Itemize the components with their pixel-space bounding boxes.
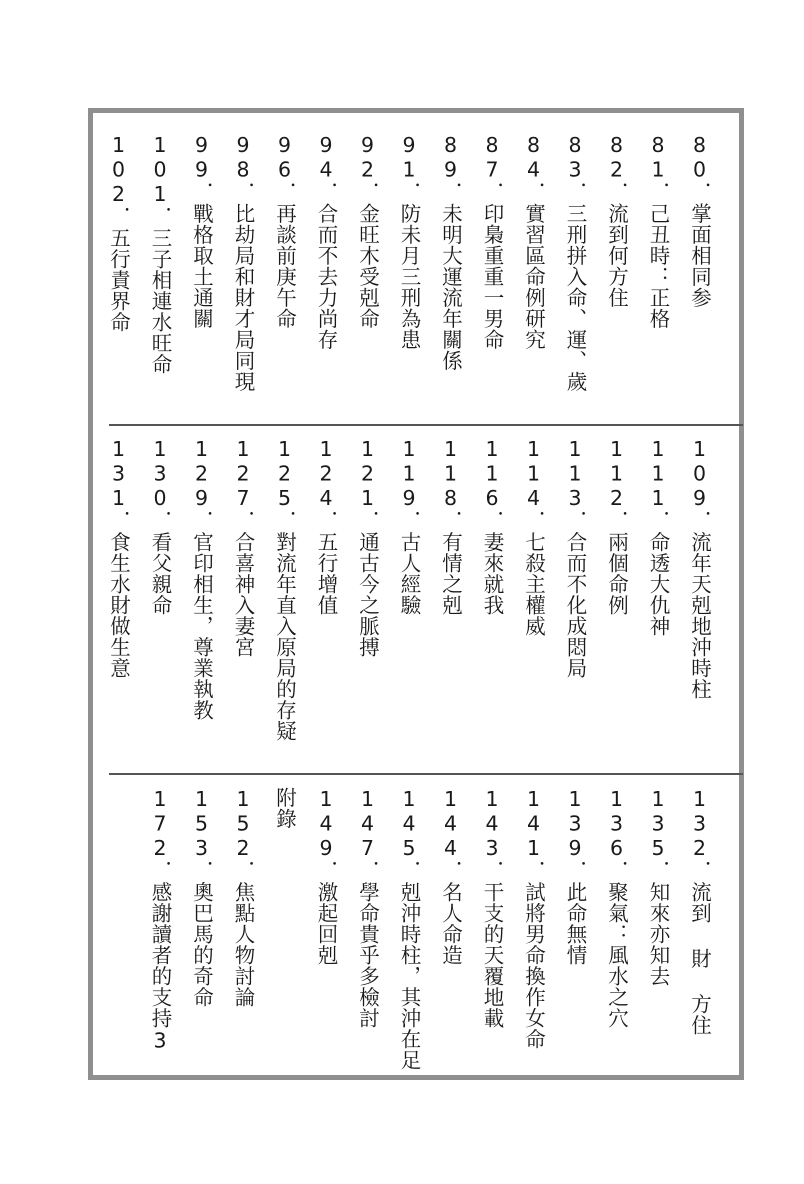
toc-column xyxy=(554,787,596,1077)
toc-entry[interactable]: 109．流年天剋地沖時柱 xyxy=(687,437,712,700)
toc-column xyxy=(305,437,347,771)
toc-entry[interactable]: 116．妻來就我 xyxy=(480,437,504,616)
toc-column xyxy=(388,787,430,1077)
toc-column xyxy=(139,437,181,771)
toc-entry[interactable]: 135．知來亦知去 xyxy=(646,787,670,987)
toc-column xyxy=(264,133,306,423)
toc-entry[interactable]: 141．試將男命換作女命 xyxy=(521,787,546,1050)
toc-entry[interactable]: 127．合喜神入妻宮 xyxy=(231,437,255,658)
toc-column xyxy=(596,437,638,771)
contents-frame xyxy=(88,108,744,1080)
toc-column xyxy=(430,133,472,423)
toc-column xyxy=(222,133,264,423)
section-divider xyxy=(109,773,743,775)
toc-column xyxy=(388,437,430,771)
toc-entry[interactable]: 131．食生水財做生意 xyxy=(106,437,131,679)
toc-entry[interactable]: 119．古人經驗 xyxy=(397,437,421,616)
toc-column xyxy=(347,787,389,1077)
toc-entry[interactable]: 139．此命無情 xyxy=(563,787,587,966)
toc-entry[interactable]: 111．命透大仇神 xyxy=(646,437,670,637)
toc-column xyxy=(596,787,638,1077)
toc-column xyxy=(471,437,513,771)
appendix-column xyxy=(264,787,306,1077)
toc-column xyxy=(347,133,389,423)
toc-column xyxy=(139,787,181,1077)
toc-entry[interactable]: 144．名人命造 xyxy=(438,787,463,966)
toc-column xyxy=(430,437,472,771)
toc-entry[interactable]: 102．五行責界命 xyxy=(106,133,131,333)
toc-entry[interactable]: 136．聚氣：風水之穴 xyxy=(604,787,629,1029)
contents-section-3 xyxy=(93,787,739,1077)
toc-column xyxy=(554,133,596,423)
toc-column xyxy=(430,787,472,1077)
toc-entry[interactable]: 83．三刑拼入命、運、歲 xyxy=(563,133,587,392)
toc-entry[interactable]: 149．激起回剋 xyxy=(314,787,338,966)
toc-column xyxy=(679,787,721,1077)
toc-entry[interactable]: 147．學命貴乎多檢討 xyxy=(355,787,380,1029)
toc-entry[interactable]: 92．金旺木受剋命 xyxy=(355,133,380,329)
toc-column xyxy=(637,133,679,423)
toc-entry[interactable]: 125．對流年直入原局的存疑 xyxy=(272,437,297,742)
toc-entry[interactable]: 94．合而不去力尚存 xyxy=(314,133,338,350)
toc-column xyxy=(679,133,721,423)
toc-column xyxy=(513,787,555,1077)
toc-entry[interactable]: 172．感謝讀者的支持3 xyxy=(148,787,172,1053)
toc-entry[interactable]: 130．看父親命 xyxy=(148,437,172,616)
toc-entry[interactable]: 132．流到 財 方住 xyxy=(687,787,712,1036)
toc-entry[interactable]: 145．剋沖時柱，其沖在足 xyxy=(397,787,421,1071)
toc-entry[interactable]: 80．掌面相同参 xyxy=(687,133,712,308)
appendix-label: 附錄 xyxy=(272,787,297,829)
toc-entry[interactable]: 91．防未月三刑為患 xyxy=(397,133,421,350)
toc-entry[interactable]: 143．干支的天覆地載 xyxy=(480,787,504,1029)
toc-column xyxy=(596,133,638,423)
toc-entry[interactable]: 152．焦點人物討論 xyxy=(231,787,255,1008)
toc-column xyxy=(554,437,596,771)
toc-column xyxy=(305,787,347,1077)
toc-entry[interactable]: 99．戰格取土通關 xyxy=(189,133,214,329)
toc-entry[interactable]: 113．合而不化成悶局 xyxy=(563,437,587,679)
section-divider xyxy=(109,424,743,426)
toc-entry[interactable]: 124．五行增值 xyxy=(314,437,338,616)
contents-section-2 xyxy=(93,437,739,771)
toc-column xyxy=(181,133,223,423)
toc-column xyxy=(98,437,140,771)
toc-column xyxy=(222,787,264,1077)
toc-entry[interactable]: 101．三子相連水旺命 xyxy=(148,133,172,375)
toc-entry[interactable]: 82．流到何方住 xyxy=(604,133,629,308)
toc-entry[interactable]: 114．七殺主權威 xyxy=(521,437,546,637)
toc-entry[interactable]: 118．有情之剋 xyxy=(438,437,463,616)
toc-column xyxy=(471,133,513,423)
toc-column xyxy=(181,787,223,1077)
toc-column xyxy=(222,437,264,771)
toc-column xyxy=(637,787,679,1077)
toc-column xyxy=(679,437,721,771)
toc-entry[interactable]: 112．兩個命例 xyxy=(604,437,629,616)
toc-column xyxy=(305,133,347,423)
toc-column xyxy=(471,787,513,1077)
toc-entry[interactable]: 89．未明大運流年關係 xyxy=(438,133,463,371)
toc-entry[interactable]: 84．實習區命例研究 xyxy=(521,133,546,350)
toc-entry[interactable]: 81．己丑時：正格 xyxy=(646,133,670,329)
contents-section-1 xyxy=(93,133,739,423)
toc-column xyxy=(98,133,140,423)
toc-entry[interactable]: 153．奧巴馬的奇命 xyxy=(189,787,214,1008)
toc-entry[interactable]: 121．通古今之脈搏 xyxy=(355,437,380,658)
toc-entry[interactable]: 87．印梟重重一男命 xyxy=(480,133,504,350)
toc-column xyxy=(513,133,555,423)
toc-column xyxy=(347,437,389,771)
toc-column xyxy=(264,437,306,771)
toc-column xyxy=(139,133,181,423)
toc-entry[interactable]: 98．比劫局和財才局同現 xyxy=(231,133,255,392)
toc-column xyxy=(637,437,679,771)
toc-column xyxy=(181,437,223,771)
toc-column xyxy=(388,133,430,423)
toc-entry[interactable]: 96．再談前庚午命 xyxy=(272,133,297,329)
toc-entry[interactable]: 129．官印相生，尊業執教 xyxy=(189,437,214,721)
toc-column xyxy=(513,437,555,771)
